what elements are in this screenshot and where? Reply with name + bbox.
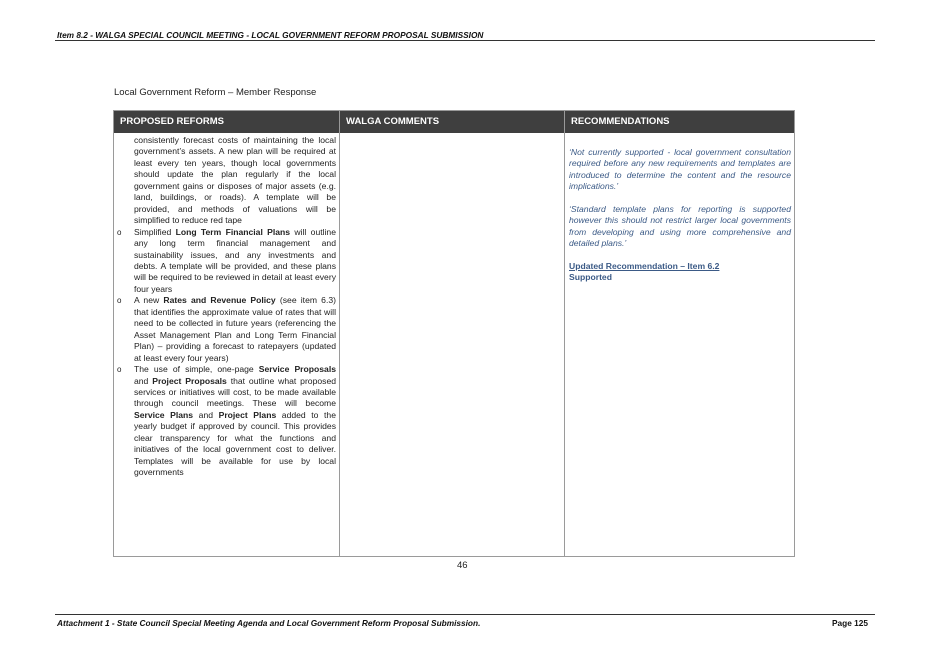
- list-item-text: will outline any long term financial management and sustainability issues, and any investments and debts. A template will be provided, and these plans will be required to be reviewed in detail at least every four years: [134, 226, 336, 294]
- emphasis-project-plans: Project Plans: [218, 409, 277, 420]
- list-item-text: (see item 6.3) that identifies the approximate value of rates that will need to be collected in future years (referencing the Asset Management Plan and Long Term Financial Plan) – providing a forecast to ratepayers (updated at least every four years): [134, 295, 336, 363]
- updated-recommendation-label: Updated Recommendation – Item 6.2: [569, 260, 720, 271]
- column-divider: [339, 111, 340, 556]
- list-item-text: and: [193, 409, 219, 420]
- page-number: 46: [457, 560, 468, 571]
- emphasis-rates-and-revenue-policy: Rates and Revenue Policy: [163, 295, 276, 306]
- table-header-row: [114, 111, 794, 133]
- footer-page-label: Page 125: [832, 618, 868, 628]
- list-item: [117, 364, 336, 479]
- reform-response-table: [113, 110, 795, 557]
- emphasis-service-proposals: Service Proposals: [258, 364, 336, 375]
- list-item-text: The use of simple, one-page: [134, 364, 259, 375]
- column-header-walga-comments: WALGA COMMENTS: [346, 116, 440, 127]
- recommendations-cell: [569, 147, 791, 284]
- bullet-marker: o: [117, 227, 122, 237]
- reform-lead-text: consistently forecast costs of maintaining the local government’s assets. A new plan will be required at least every ten years, though local governments should update the plan regularly if the local government gains or disposes of major assets (e.g. land, buildings, or roads). A template will be provided, and methods of valuations will be simplified to reduce red tape: [134, 135, 336, 226]
- list-item-text: added to the yearly budget if approved by council. This provides clear transparency for what the functions and initiatives of the local government cost to deliver. Templates will be available for use by local governments: [134, 409, 336, 478]
- list-item: [117, 226, 336, 296]
- list-item-text: that outline what proposed services or initiatives will cost, to be made available through council meetings. These will become: [134, 375, 336, 409]
- list-item: [117, 295, 336, 364]
- recommendation-paragraph: ‘Standard template plans for reporting is supported however this should not restrict larger local governments from developing and using more comprehensive and detailed plans.’: [569, 203, 791, 249]
- column-header-proposed-reforms: PROPOSED REFORMS: [120, 116, 224, 127]
- recommendation-status: Supported: [569, 272, 612, 283]
- emphasis-long-term-financial-plans: Long Term Financial Plans: [175, 226, 291, 237]
- column-header-recommendations: RECOMMENDATIONS: [571, 116, 670, 127]
- header-divider: [55, 40, 875, 41]
- proposed-reforms-cell: [117, 135, 336, 479]
- bullet-marker: o: [117, 296, 122, 306]
- list-item-text: A new: [134, 295, 164, 306]
- recommendation-paragraph: ‘Not currently supported - local government consultation required before any new requirements and templates are introduced to determine the content and the resource implications.’: [569, 147, 791, 192]
- footer-divider: [55, 614, 875, 615]
- emphasis-service-plans: Service Plans: [134, 409, 194, 420]
- reform-list: [117, 226, 336, 479]
- running-header: Item 8.2 - WALGA SPECIAL COUNCIL MEETING - LOCAL GOVERNMENT REFORM PROPOSAL SUBMISSION: [57, 30, 484, 40]
- footer-attachment-note: Attachment 1 - State Council Special Meeting Agenda and Local Government Reform Proposal Submission.: [57, 618, 481, 628]
- list-item-text: Simplified: [134, 226, 176, 237]
- bullet-marker: o: [117, 365, 122, 375]
- emphasis-project-proposals: Project Proposals: [152, 375, 227, 386]
- column-divider: [564, 111, 565, 556]
- document-subtitle: Local Government Reform – Member Response: [114, 87, 317, 98]
- list-item-text: and: [134, 375, 153, 386]
